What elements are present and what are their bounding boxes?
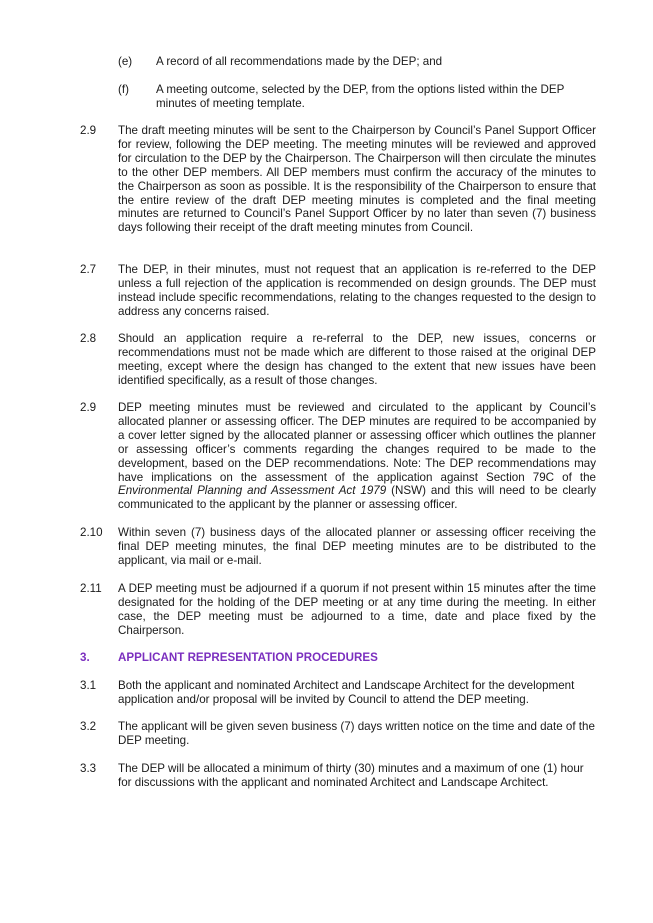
clause-number: 2.11 [80, 582, 102, 595]
list-item-label: (f) [118, 83, 129, 96]
clause-number: 2.8 [80, 332, 97, 345]
clause-text: The DEP will be allocated a minimum of thirty (30) minutes and a maximum of one (1) hour for discussions with the applicant and nominated Architect and Landscape Architect. [118, 762, 584, 789]
clause-text: A DEP meeting must be adjourned if a quorum if not present within 15 minutes after the time designated for the holding of the DEP meeting or at any time during the meeting. In either case, the DEP meeting must be adjourned to a time, date and place fixed by the Chairperson. [118, 582, 596, 637]
clause-number: 3.3 [80, 762, 97, 775]
list-item-text: A record of all recommendations made by the DEP; and [156, 55, 443, 68]
clause-text: Within seven (7) business days of the allocated planner or assessing officer receiving the final DEP meeting minutes, the final DEP meeting minutes are to be distributed to the applicant, via mail or e-mail. [118, 526, 596, 567]
clause-text: The DEP, in their minutes, must not request that an application is re-referred to the DEP unless a full rejection of the application is recommended on design grounds. The DEP must instead include specific recommendations, relating to the changes requested to the design to address any concerns raised. [118, 263, 596, 318]
section-title: APPLICANT REPRESENTATION PROCEDURES [118, 651, 378, 664]
act-name: Environmental Planning and Assessment Act 1979 [118, 484, 387, 498]
clause-number: 2.9 [80, 401, 97, 414]
section-number: 3. [80, 651, 90, 664]
clause-text [118, 401, 596, 512]
clause-text: The draft meeting minutes will be sent to the Chairperson by Council’s Panel Support Officer for review, following the DEP meeting. The meeting minutes will be reviewed and approved for circulation to the DEP by the Chairperson. The Chairperson will then circulate the minutes to the other DEP members. All DEP members must confirm the accuracy of the minutes to the Chairperson as soon as possible. It is the responsibility of the Chairperson to ensure that the entire review of the draft DEP meeting minutes is completed and the final meeting minutes are returned to Council’s Panel Support Officer by no later than seven (7) business days following their receipt of the draft meeting minutes from Council. [118, 124, 596, 235]
clause-number: 3.2 [80, 720, 97, 733]
clause-text: Both the applicant and nominated Architect and Landscape Architect for the development application and/or proposal will be invited by Council to attend the DEP meeting. [118, 679, 575, 706]
clause-number: 3.1 [80, 679, 97, 692]
list-item-label: (e) [118, 55, 133, 68]
clause-number: 2.10 [80, 526, 103, 539]
clause-number: 2.9 [80, 124, 97, 137]
clause-text: Should an application require a re-referral to the DEP, new issues, concerns or recommendations must not be made which are different to those raised at the original DEP meeting, except where the design has changed to the extent that new issues have been identified specifically, as a result of those changes. [118, 332, 596, 387]
clause-text-part: (NSW) and this will need to be clearly communicated to the applicant by the planner or assessing officer. [118, 484, 596, 512]
clause-text-part: DEP meeting minutes must be reviewed and circulated to the applicant by Council’s allocated planner or assessing officer. The DEP minutes are required to be accompanied by a cover letter signed by the allocated planner or assessing officer which outlines the planner or assessing officer’s comments regarding the changes required to be made to the development, based on the DEP recommendations. Note: The DEP recommendations may have implications on the assessment of the application against Section 79C of the [118, 401, 596, 484]
clause-text: The applicant will be given seven business (7) days written notice on the time and date of the DEP meeting. [118, 720, 595, 747]
list-item-text: A meeting outcome, selected by the DEP, from the options listed within the DEP minutes of meeting template. [156, 83, 565, 110]
clause-number: 2.7 [80, 263, 97, 276]
